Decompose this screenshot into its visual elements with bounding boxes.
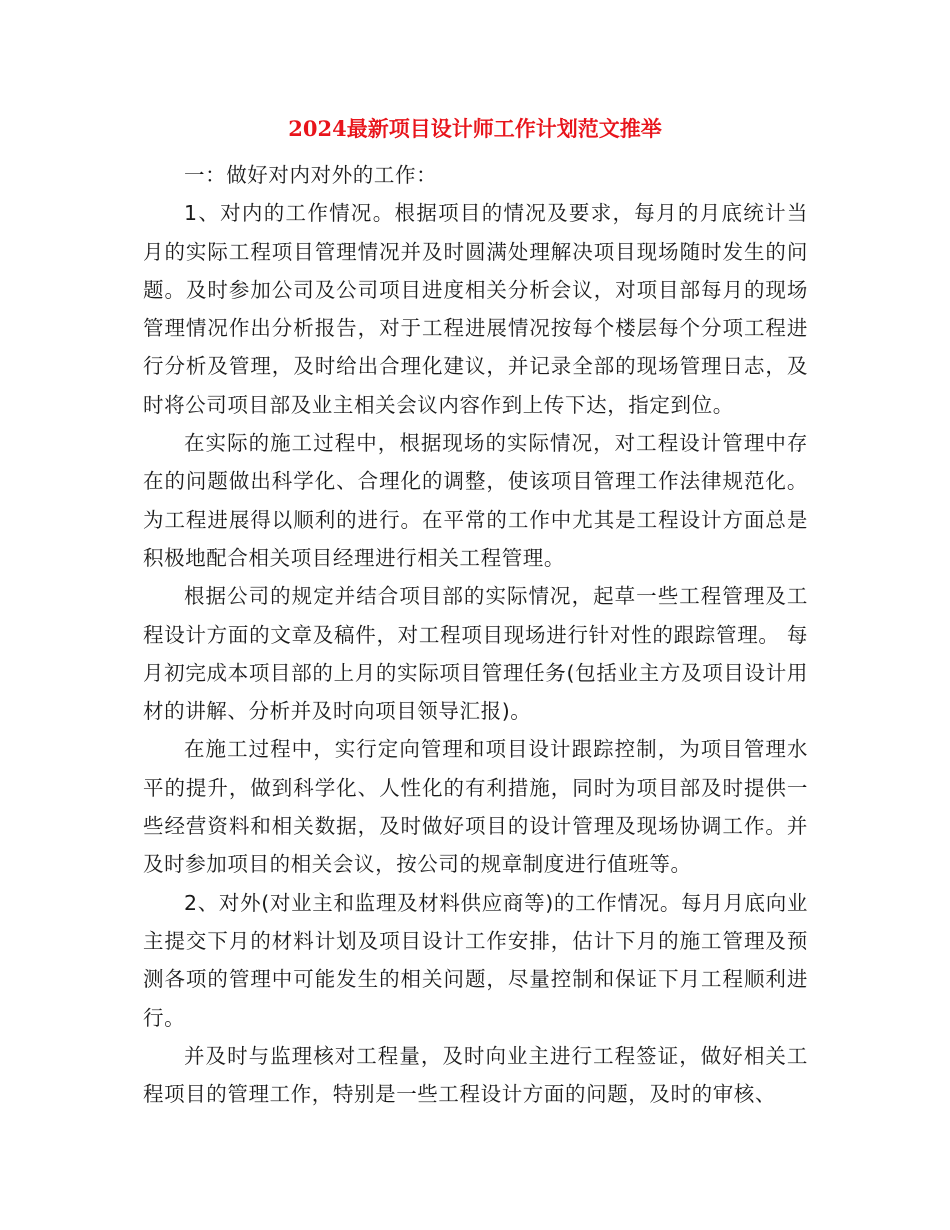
paragraph: 1、对内的工作情况。根据项目的情况及要求，每月的月底统计当月的实际工程项目管理情况并及时圆满处理解决项目现场随时发生的问题。及时参加公司及公司项目进度相关分析会议，对项目部每月的现场管理情况作出分析报告，对于工程进展情况按每个楼层每个分项工程进行分析及管理，及时给出合理化建议，并记录全部的现场管理日志，及时将公司项目部及业主相关会议内容作到上传下达，指定到位。 (143, 201, 808, 417)
paragraph: 并及时与监理核对工程量，及时向业主进行工程签证，做好相关工程项目的管理工作，特别是一些工程设计方面的问题，及时的审核、 (143, 1043, 808, 1107)
paragraph: 在施工过程中，实行定向管理和项目设计跟踪控制，为项目管理水平的提升，做到科学化、人性化的有利措施，同时为项目部及时提供一些经营资料和相关数据，及时做好项目的设计管理及现场协调工作。并及时参加项目的相关会议，按公司的规章制度进行值班等。 (143, 737, 808, 877)
document-title: 2024最新项目设计师工作计划范文推举 (288, 116, 662, 141)
section-heading: 一：做好对内对外的工作： (184, 163, 438, 187)
paragraph: 在实际的施工过程中，根据现场的实际情况，对工程设计管理中存在的问题做出科学化、合理化的调整，使该项目管理工作法律规范化。为工程进展得以顺利的进行。在平常的工作中尤其是工程设计方面总是积极地配合相关项目经理进行相关工程管理。 (143, 431, 808, 570)
paragraph: 2、对外(对业主和监理及材料供应商等)的工作情况。每月月底向业主提交下月的材料计划及项目设计工作安排，估计下月的施工管理及预测各项的管理中可能发生的相关问题，尽量控制和保证下月工程顺利进行。 (143, 890, 808, 1030)
paragraph: 根据公司的规定并结合项目部的实际情况，起草一些工程管理及工程设计方面的文章及稿件，对工程项目现场进行针对性的跟踪管理。 每月初完成本项目部的上月的实际项目管理任务(包括业主方及项目设计用材的讲解、分析并及时向项目领导汇报)。 (143, 584, 808, 724)
document-body (143, 156, 808, 1113)
